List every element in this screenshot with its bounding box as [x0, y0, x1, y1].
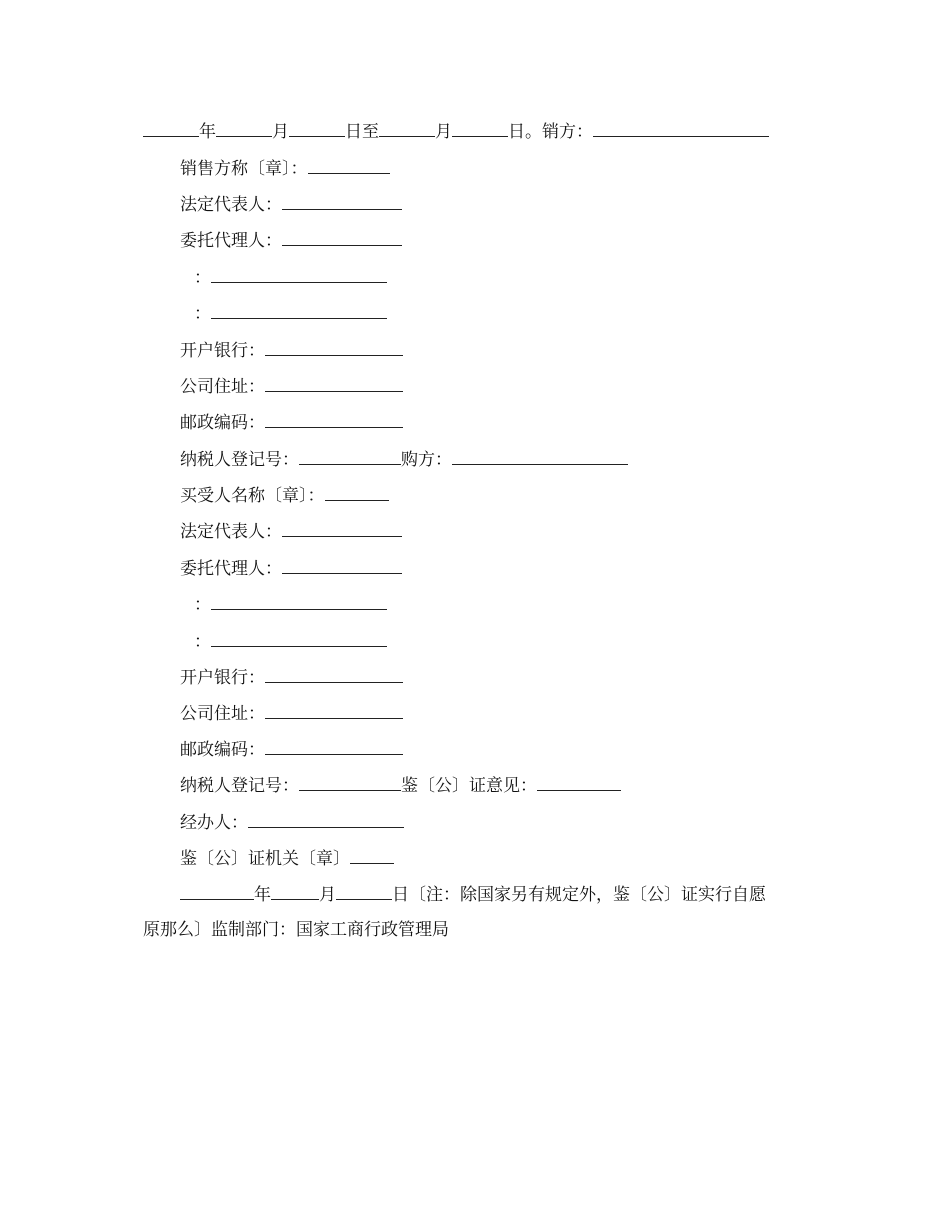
seller-bank-row: [180, 340, 403, 361]
seller-blank[interactable]: [593, 121, 769, 137]
handler-label: 经办人：: [180, 813, 248, 833]
month-label: 月: [272, 122, 289, 142]
seller-colon-1: ：: [194, 268, 211, 288]
seller-agent-label: 委托代理人：: [180, 231, 282, 251]
buyer-bank-blank[interactable]: [265, 667, 403, 683]
authority-row: [180, 848, 394, 869]
day2-blank[interactable]: [452, 121, 508, 137]
authority-blank[interactable]: [350, 848, 394, 864]
day-blank[interactable]: [289, 121, 345, 137]
buyer-legal-rep-label: 法定代表人：: [180, 522, 282, 542]
seller-colon-blank-1[interactable]: [211, 267, 387, 283]
buyer-label: 购方：: [401, 450, 452, 470]
seller-colon-blank-2[interactable]: [211, 303, 387, 319]
buyer-tax-row: [180, 775, 621, 796]
buyer-address-label: 公司住址：: [180, 704, 265, 724]
authority-label: 鉴〔公〕证机关〔章〕: [180, 849, 350, 869]
note-line-1: 日〔注：除国家另有规定外，鉴〔公〕证实行自愿: [392, 885, 766, 905]
handler-row: [180, 812, 404, 833]
buyer-postal-blank[interactable]: [265, 739, 403, 755]
buyer-postal-label: 邮政编码：: [180, 740, 265, 760]
buyer-legal-rep-blank[interactable]: [282, 521, 402, 537]
notary-month-label: 月: [319, 885, 336, 905]
month2-label: 月: [435, 122, 452, 142]
seller-legal-rep-label: 法定代表人：: [180, 195, 282, 215]
seller-tax-blank[interactable]: [299, 449, 401, 465]
seller-name-label: 销售方称〔章〕：: [180, 159, 308, 179]
buyer-bank-label: 开户银行：: [180, 668, 265, 688]
buyer-address-row: [180, 703, 403, 724]
seller-colon-row-2: [194, 303, 387, 324]
seller-legal-rep-row: [180, 194, 402, 215]
month-blank[interactable]: [216, 121, 272, 137]
opinion-blank[interactable]: [537, 775, 621, 791]
seller-colon-row-1: [194, 267, 387, 288]
date-range-line: [143, 121, 769, 142]
seller-tax-row: [180, 449, 628, 470]
buyer-colon-row-2: [194, 631, 387, 652]
buyer-bank-row: [180, 667, 403, 688]
notary-year-blank[interactable]: [180, 884, 254, 900]
buyer-blank[interactable]: [452, 449, 628, 465]
seller-address-row: [180, 376, 403, 397]
buyer-legal-rep-row: [180, 521, 402, 542]
seller-tax-label: 纳税人登记号：: [180, 450, 299, 470]
seller-agent-blank[interactable]: [282, 230, 402, 246]
buyer-colon-row-1: [194, 594, 387, 615]
seller-legal-rep-blank[interactable]: [282, 194, 402, 210]
buyer-address-blank[interactable]: [265, 703, 403, 719]
buyer-colon-1: ：: [194, 595, 211, 615]
buyer-colon-blank-1[interactable]: [211, 594, 387, 610]
seller-address-blank[interactable]: [265, 376, 403, 392]
notary-day-blank[interactable]: [336, 884, 392, 900]
buyer-agent-row: [180, 558, 402, 579]
seller-agent-row: [180, 230, 402, 251]
notary-year-label: 年: [254, 885, 271, 905]
seller-address-label: 公司住址：: [180, 377, 265, 397]
buyer-postal-row: [180, 739, 403, 760]
year-label: 年: [199, 122, 216, 142]
note-line-2-row: [143, 920, 449, 940]
buyer-name-label: 买受人名称〔章〕：: [180, 486, 325, 506]
seller-bank-label: 开户银行：: [180, 341, 265, 361]
seller-name-blank[interactable]: [308, 158, 390, 174]
seller-colon-2: ：: [194, 304, 211, 324]
seller-postal-row: [180, 412, 403, 433]
year-blank[interactable]: [143, 121, 199, 137]
notary-date-row: [180, 884, 766, 905]
buyer-name-row: [180, 485, 389, 506]
month2-blank[interactable]: [379, 121, 435, 137]
buyer-tax-blank[interactable]: [299, 775, 401, 791]
opinion-label: 鉴〔公〕证意见：: [401, 776, 537, 796]
day-end-label: 日。: [508, 122, 542, 142]
buyer-name-blank[interactable]: [325, 485, 389, 501]
seller-label: 销方：: [542, 122, 593, 142]
buyer-agent-label: 委托代理人：: [180, 559, 282, 579]
notary-month-blank[interactable]: [271, 884, 319, 900]
handler-blank[interactable]: [248, 812, 404, 828]
buyer-tax-label: 纳税人登记号：: [180, 776, 299, 796]
note-line-2: 原那么〕监制部门：国家工商行政管理局: [143, 920, 449, 940]
buyer-agent-blank[interactable]: [282, 558, 402, 574]
seller-postal-label: 邮政编码：: [180, 413, 265, 433]
day-to-label: 日至: [345, 122, 379, 142]
buyer-colon-2: ：: [194, 632, 211, 652]
seller-bank-blank[interactable]: [265, 340, 403, 356]
seller-postal-blank[interactable]: [265, 412, 403, 428]
seller-name-row: [180, 158, 390, 179]
buyer-colon-blank-2[interactable]: [211, 631, 387, 647]
